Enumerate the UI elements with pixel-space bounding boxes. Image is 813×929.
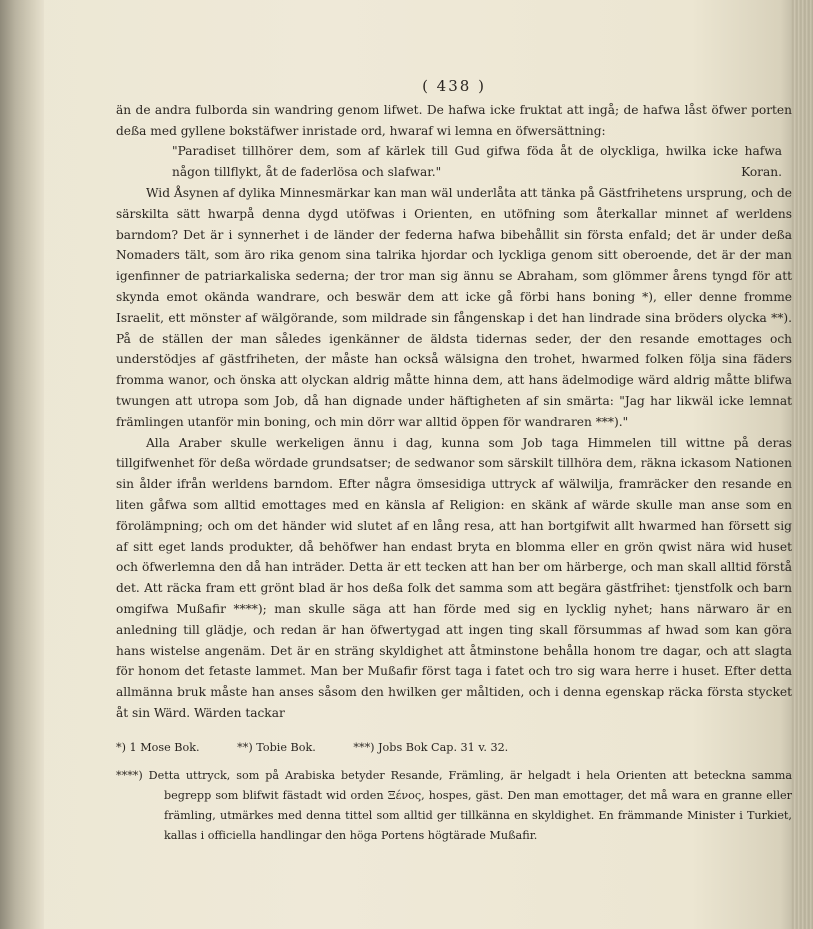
- footnote-4: ****) Detta uttryck, som på Arabiska betyder Resande, Främling, är helgadt i hela Orienten att beteckna samma begrepp som blifwit fästadt wid orden Ξένος, hospes, gäst. Den man emottager, det må wara en granne eller främling, utmärkes med denna tittel som alltid ger tillkänna en skyldighet. En främmande Minister i Turkiet, kallas i officiella handlingar den höga Portens högtärade Mußafir.: [116, 768, 792, 842]
- paragraph-opening: än de andra fulborda sin wandring genom lifwet. De hafwa icke fruktat att ingå; de hafwa låst öfwer porten deßa med gyllene bokstäfwer inristade ord, hwaraf wi lemna en öfwersättning:: [116, 102, 792, 138]
- footnote-3: ***) Jobs Bok Cap. 31 v. 32.: [353, 740, 509, 754]
- quote-text: "Paradiset tillhörer dem, som af kärlek till Gud gifwa föda åt de olyckliga, hwilka icke hafwa någon tillflykt, åt de faderlösa och slafwar.": [172, 144, 782, 180]
- binding-gutter: [0, 0, 44, 929]
- quote-source: Koran.: [741, 165, 782, 180]
- footnote-line-1: [116, 738, 792, 758]
- footnotes: [116, 738, 792, 846]
- footnote-1: *) 1 Mose Bok.: [116, 740, 200, 754]
- koran-quote: [116, 141, 792, 183]
- page-content: [116, 76, 792, 854]
- paragraph-hospitality-origin: Wid Åsynen af dylika Minnesmärkar kan man wäl underlåta att tänka på Gästfrihetens ursprung, och de särskilta sätt hwarpå denna dygd utöfwas i Orienten, en utöfning som återkallar minnet af werldens barndom? Det är i synnerhet i de länder der federna hafwa bibehållit sin första enfald; det är under deßa Nomaders tält, som äro rika genom sina talrika hjordar och lyckliga genom sitt oberoende, det är der man igenfinner de patriarkaliska sederna; der tror man sig ännu se Abraham, som glömmer årens tyngd för att skynda emot okända wandrare, och beswär dem att icke gå förbi hans boning *), eller denne fromme Israelit, ett mönster af wälgörande, som mildrade sin fångenskap i det han lindrade sina bröders olycka **). På de ställen der man således igenkänner de äldsta tidernas seder, der den resande emottages och understödjes af gästfriheten, der måste han också wälsigna den trohet, hwarmed folken följa sina fäders fromma wanor, och önska att olyckan aldrig måtte hinna dem, att hans ädelmodige wärd aldrig måtte blifwa twungen att utropa som Job, då han dignade under häftigheten af sin smärta: "Jag har likwäl icke lemnat främlingen utanför min boning, och min dörr war alltid öppen för wandraren ***).": [116, 185, 792, 429]
- footnote-2: **) Tobie Bok.: [237, 740, 316, 754]
- page-number: ( 438 ): [422, 77, 486, 95]
- page-edges: [791, 0, 813, 929]
- paragraph-arab-customs: Alla Araber skulle werkeligen ännu i dag, kunna som Job taga Himmelen till wittne på deras tillgifwenhet för deßa wördade grundsatser; de sedwanor som särskilt tillhöra dem, räkna ickasom Nationen sin ålder ifrån werldens barndom. Efter några ömsesidiga uttryck af wälwilja, framräcker den resande en liten gåfwa som alltid emottages med en känsla af Religion: en skänk af wärde skulle man anse som en förolämpning; och om det händer wid slutet af en lång resa, att han bortgifwit allt hwarmed han försett sig af sitt eget lands produkter, då behöfwer han endast bryta en blomma eller en grön qwist nära wid huset och öfwerlemna den då han inträder. Detta är ett tecken att han ber om härberge, och man skall alltid förstå det. Att räcka fram ett grönt blad är hos deßa folk det samma som att begära gästfrihet: tjenstfolk och barn omgifwa Mußafir ****); man skulle säga att han förde med sig en lycklig nyhet; hans närwaro är en anledning till glädje, och redan är han öfwertygad att ingen ting skall försummas af hwad som kan göra hans wistelse angenäm. Det är en sträng skyldighet att åtminstone behålla honom tre dagar, och att slagta för honom det fetaste lammet. Man ber Mußafir först taga i fatet och tro sig wara herre i huset. Efter detta allmänna bruk måste han anses såsom den hwilken ger måltiden, och i denna egenskap räcka första stycket åt sin Wärd. Wärden tackar: [116, 435, 792, 720]
